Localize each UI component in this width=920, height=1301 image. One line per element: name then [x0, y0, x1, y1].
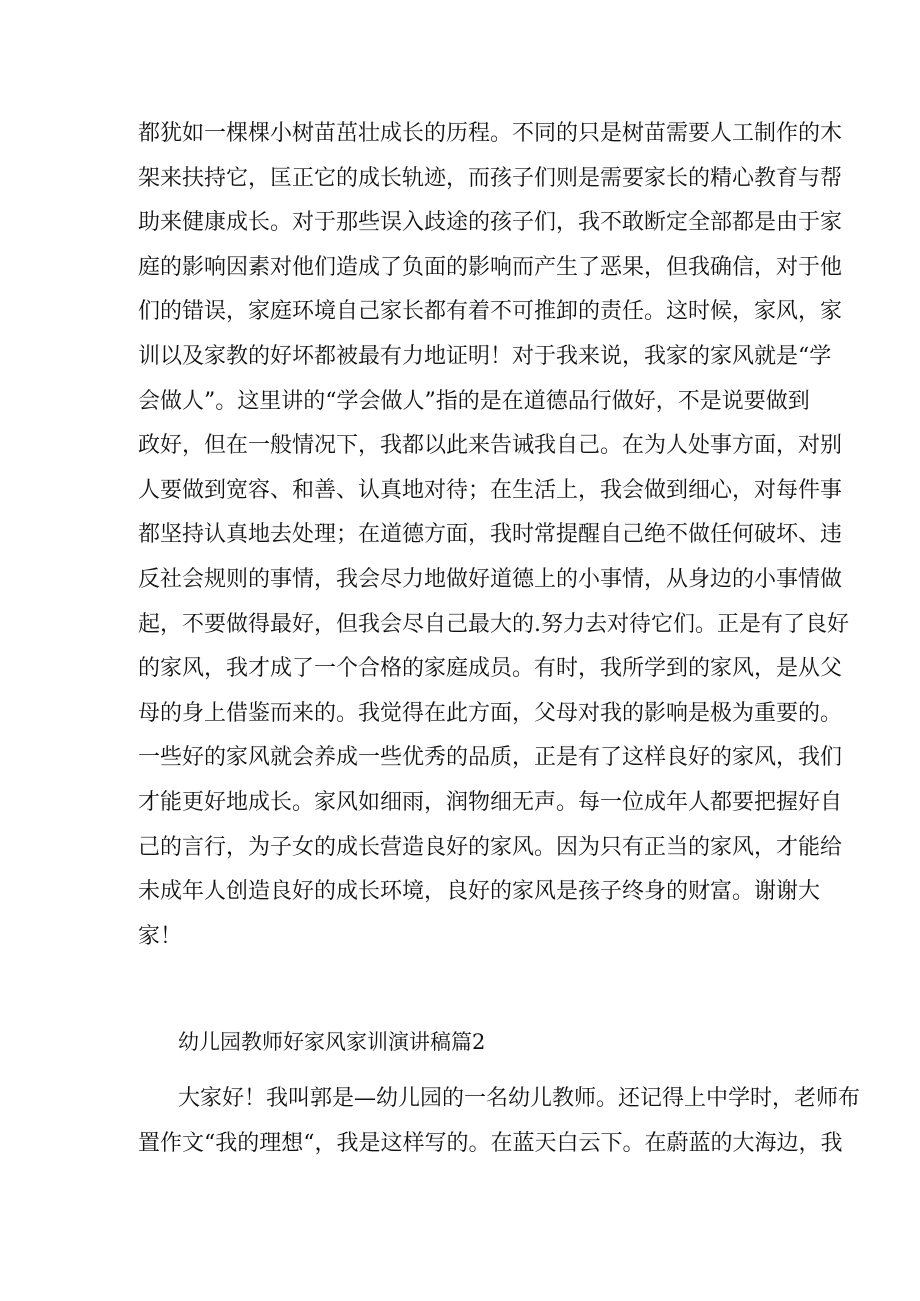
paragraph-line: 母的身上借鉴而来的。我觉得在此方面，父母对我的影响是极为重要的。 — [138, 700, 843, 726]
paragraph-line: 会做人”。这里讲的“学会做人”指的是在道德品行做好，不是说要做到 — [138, 388, 810, 414]
paragraph-line: 都坚持认真地去处理；在道德方面，我时常提醒自己绝不做任何破坏、违 — [138, 522, 843, 548]
paragraph-line: 家！ — [138, 923, 183, 949]
paragraph-line: 助来健康成长。对于那些误入歧途的孩子们，我不敢断定全部都是由于家 — [138, 210, 843, 236]
paragraph-line: 们的错误，家庭环境自己家长都有着不可推卸的责任。这时候，家风，家 — [138, 299, 843, 325]
paragraph-line: 置作文“我的理想“，我是这样写的。在蓝天白云下。在蔚蓝的大海边，我 — [138, 1131, 843, 1156]
paragraph-body-2 — [138, 1076, 861, 1166]
paragraph-line: 己的言行，为子女的成长营造良好的家风。因为只有正当的家风，才能给 — [138, 834, 843, 860]
paragraph-line: 都犹如一棵棵小树苗茁壮成长的历程。不同的只是树苗需要人工制作的木 — [138, 121, 843, 146]
paragraph-line: 才能更好地成长。家风如细雨，润物细无声。每一位成年人都要把握好自 — [138, 789, 843, 815]
paragraph-line: 大家好！我叫郭是—幼儿园的一名幼儿教师。还记得上中学时，老师布 — [178, 1086, 861, 1111]
paragraph-line: 一些好的家风就会养成一些优秀的品质，正是有了这样良好的家风，我们 — [138, 745, 843, 771]
paragraph-line: 反社会规则的事情，我会尽力地做好道德上的小事情，从身边的小事情做 — [138, 566, 843, 592]
paragraph-line: 未成年人创造良好的成长环境，良好的家风是孩子终身的财富。谢谢大 — [138, 879, 821, 905]
paragraph-line: 架来扶持它，匡正它的成长轨迹，而孩子们则是需要家长的精心教育与帮 — [138, 165, 843, 191]
paragraph-line: 政好，但在一般情况下，我都以此来告诫我自己。在为人处事方面，对别 — [138, 433, 843, 459]
section-heading: 幼儿园教师好家风家训演讲稿篇2 — [178, 1030, 486, 1054]
paragraph-line: 训以及家教的好坏都被最有力地证明！对于我来说，我家的家风就是“学 — [138, 343, 832, 369]
paragraph-line: 的家风，我才成了一个合格的家庭成员。有时，我所学到的家风，是从父 — [138, 656, 843, 682]
paragraph-line: 庭的影响因素对他们造成了负面的影响而产生了恶果，但我确信，对于他 — [138, 254, 843, 280]
paragraph-line: 起，不要做得最好，但我会尽自己最大的.努力去对待它们。正是有了良好 — [138, 611, 849, 637]
paragraph-body — [138, 112, 849, 959]
paragraph-line: 人要做到宽容、和善、认真地对待；在生活上，我会做到细心，对每件事 — [138, 477, 843, 503]
